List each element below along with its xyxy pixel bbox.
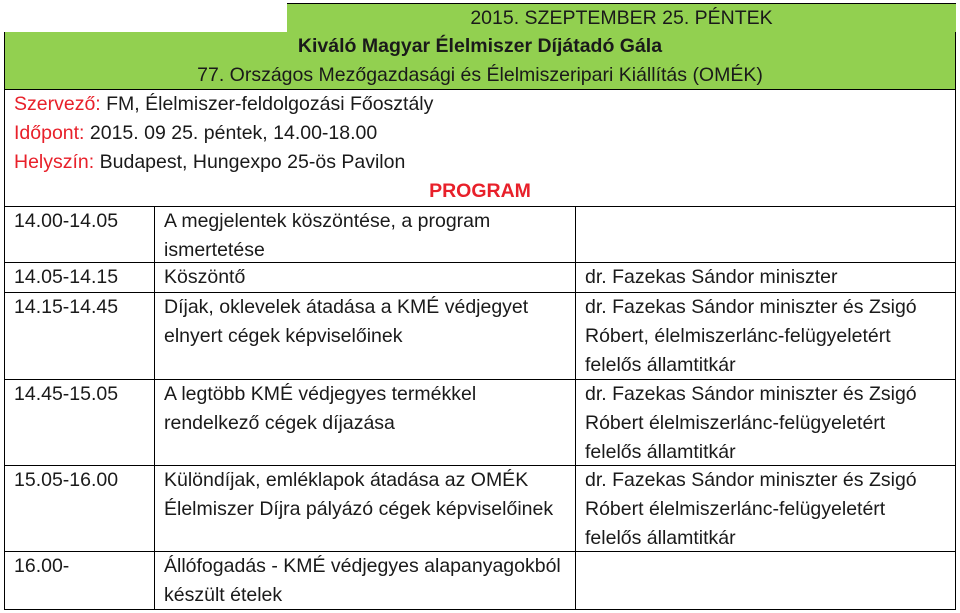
exhibition-title-text: 77. Országos Mezőgazdasági és Élelmiszeripari Kiállítás (OMÉK) <box>197 64 763 86</box>
venue-row <box>4 148 956 177</box>
program-item: A megjelentek köszöntése, a program ismertetése <box>154 207 575 262</box>
date-heading <box>287 3 956 32</box>
program-heading <box>4 177 956 207</box>
program-time: 15.05-16.00 <box>14 469 119 491</box>
organizer-value: FM, Élelmiszer-feldolgozási Főosztály <box>100 93 434 115</box>
program-time: 14.15-14.45 <box>14 296 119 318</box>
program-row <box>4 552 956 610</box>
program-time: 14.45-15.05 <box>14 383 119 405</box>
program-speaker: dr. Fazekas Sándor miniszter <box>575 263 955 292</box>
venue-value: Budapest, Hungexpo 25-ös Pavilon <box>94 151 406 173</box>
program-item: A legtöbb KMÉ védjegyes termékkel rendelkező cégek díjazása <box>154 380 575 465</box>
program-time: 14.05-14.15 <box>14 266 119 288</box>
organizer-label: Szervező: <box>14 93 101 115</box>
program-item: Köszöntő <box>154 263 575 292</box>
program-heading-text: PROGRAM <box>429 180 531 202</box>
program-time: 16.00- <box>14 555 70 577</box>
program-row <box>4 293 956 380</box>
program-speaker: dr. Fazekas Sándor miniszter és Zsigó Róbert, élelmiszerlánc-felügyeletért felelős államtitkár <box>575 293 955 379</box>
time-value: 2015. 09 25. péntek, 14.00-18.00 <box>84 122 378 144</box>
program-row <box>4 466 956 552</box>
event-title-text: Kiváló Magyar Élelmiszer Díjátadó Gála <box>297 35 663 57</box>
program-item: Díjak, oklevelek átadása a KMÉ védjegyet elnyert cégek képviselőinek <box>154 293 575 379</box>
date-text: 2015. SZEPTEMBER 25. PÉNTEK <box>470 7 773 29</box>
program-row <box>4 207 956 263</box>
program-row <box>4 263 956 293</box>
time-row <box>4 119 956 148</box>
exhibition-title <box>4 61 956 90</box>
program-row <box>4 380 956 466</box>
program-speaker <box>575 552 955 609</box>
organizer-row <box>4 90 956 119</box>
program-item: Különdíjak, emléklapok átadása az OMÉK Élelmiszer Díjra pályázó cégek képviselőinek <box>154 466 575 551</box>
time-label: Időpont: <box>14 122 85 144</box>
program-time: 14.00-14.05 <box>14 210 119 232</box>
program-speaker: dr. Fazekas Sándor miniszter és Zsigó Róbert élelmiszerlánc-felügyeletért felelős államtitkár <box>575 380 955 465</box>
program-speaker: dr. Fazekas Sándor miniszter és Zsigó Róbert élelmiszerlánc-felügyeletért felelős államtitkár <box>575 466 955 551</box>
event-title <box>4 32 956 61</box>
program-speaker <box>575 207 955 262</box>
program-item: Állófogadás - KMÉ védjegyes alapanyagokból készült ételek <box>154 552 575 609</box>
venue-label: Helyszín: <box>14 151 95 173</box>
